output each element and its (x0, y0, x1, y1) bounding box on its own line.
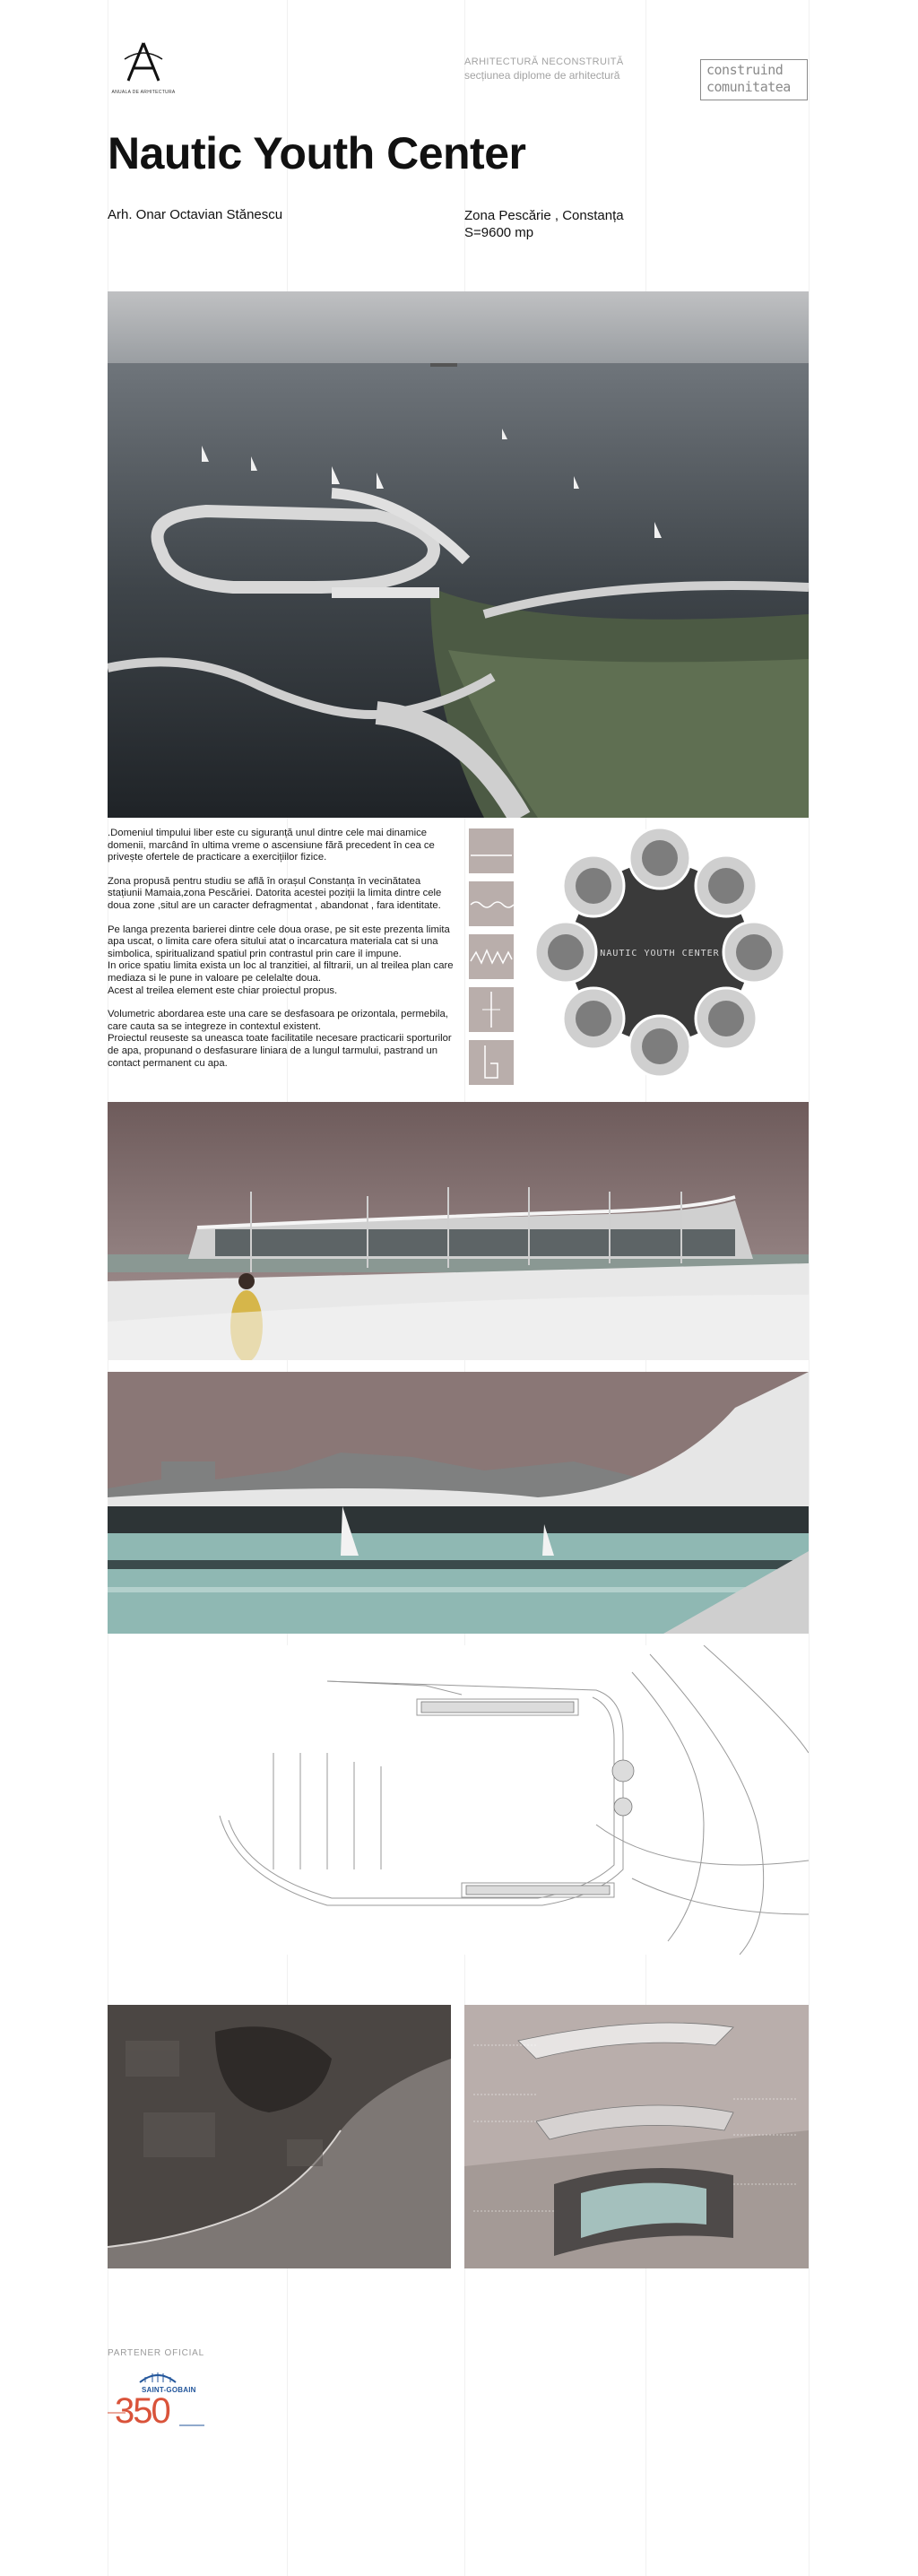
annual-logo (108, 41, 179, 106)
project-location (464, 207, 624, 241)
paragraph-4b: Proiectul reuseste sa uneasca toate facilitatile necesare practicarii sporturilor de apa, propunand o desfasurare liniara de a lungul tarmului, pastrand un contact permanent cu apa. (108, 1033, 452, 1069)
program-label (464, 56, 624, 82)
sponsor-number: 350 (115, 2391, 169, 2431)
partner-label: PARTENER OFICIAL (108, 2348, 205, 2358)
paragraph-3c: Acest al treilea element este chiar proiectul propus. (108, 984, 338, 996)
logo-caption: ANUALA DE ARHITECTURA (111, 90, 176, 95)
exploded-axonometric-image (464, 2005, 809, 2268)
program-line-2: secțiunea diplome de arhitectură (464, 69, 620, 82)
description-text (108, 828, 455, 1081)
concept-diagram-hook-icon (469, 1040, 514, 1085)
paragraph-2: Zona propusă pentru studiu se află în orașul Constanța în vecinătatea stațiunii Mamaia,zona Pescăriei. Datorita acestei poziții la limita dintre cele doua zone ,situl are un caracter defragmentat , abandonat , fara identitate. (108, 875, 442, 911)
street-view-render-image (108, 1102, 809, 1360)
paragraph-4a: Volumetric abordarea este una care se desfasoara pe orizontala, permebila, care cauta sa se integreze in contextul existent. (108, 1009, 448, 1032)
program-line-1: ARHITECTURĂ NECONSTRUITĂ (464, 56, 624, 67)
paragraph-1: .Domeniul timpului liber este cu siguranță unul dintre cele mai dinamice domenii, marcând în ultima vreme o ascensiune fără precedent în cea ce privește ofertele de practicare a exercițiilor fizice. (108, 828, 435, 863)
concept-diagram-flat-icon (469, 828, 514, 873)
project-author: Arh. Onar Octavian Stănescu (108, 207, 283, 222)
saint-gobain-logo (108, 2364, 206, 2436)
cc-logo-line-1: construind (706, 62, 784, 78)
grid-line (809, 0, 810, 2576)
concept-diagram-wave-icon (469, 881, 514, 926)
sponsor-name: SAINT-GOBAIN (142, 2386, 196, 2394)
satellite-context-image (108, 2005, 451, 2268)
paragraph-3b: In orice spatiu limita exista un loc al tranzitiei, al filtrarii, un al treilea plan care mediaza si le pune in valoare pe celelalte doua. (108, 960, 454, 984)
concept-diagrams (469, 828, 514, 1093)
location-text: Zona Pescărie , Constanța (464, 208, 624, 223)
cc-logo-line-2: comunitatea (706, 79, 791, 95)
circle-center-label: NAUTIC YOUTH CENTER (600, 949, 720, 958)
project-title: Nautic Youth Center (108, 128, 526, 178)
concept-diagram-zigzag-icon (469, 934, 514, 979)
construind-comunitatea-logo (700, 59, 808, 100)
area-text: S=9600 mp (464, 225, 534, 240)
activities-circle-diagram (525, 818, 794, 1087)
aerial-render-image (108, 291, 809, 818)
pool-render-image (108, 1372, 809, 1634)
paragraph-3a: Pe langa prezenta barierei dintre cele doua orase, pe sit este prezenta limita apa uscat, o limita care ofera sitului atat o incarcatura materiala cat si una simbolica, spiritualizand spatiul prin contrastul prin care il impune. (108, 924, 450, 959)
architecture-a-icon (123, 41, 164, 88)
site-plan-drawing (202, 1645, 809, 1955)
concept-diagram-vertical-icon (469, 987, 514, 1032)
